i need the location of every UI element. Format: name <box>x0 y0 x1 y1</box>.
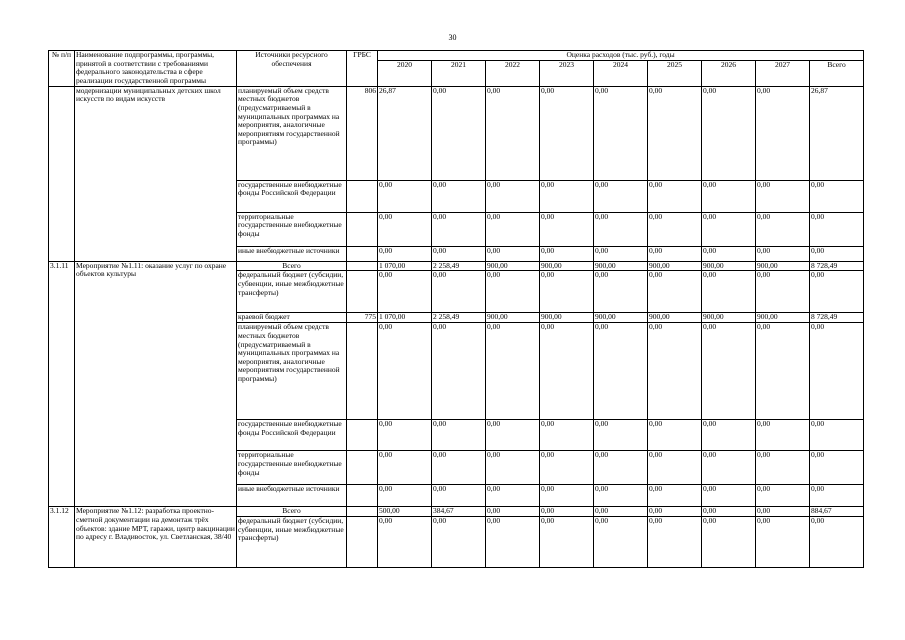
header-sources: Источники ресурсного обеспечения <box>237 51 347 87</box>
row-value: 26,87 <box>378 86 432 180</box>
row-source: иные внебюджетные источники <box>237 485 347 507</box>
row-value: 1 070,00 <box>378 261 432 271</box>
header-num: № п/п <box>49 51 75 87</box>
row-value: 0,00 <box>486 212 540 246</box>
row-value: 0,00 <box>756 212 810 246</box>
row-value: 0,00 <box>594 323 648 420</box>
row-value: 0,00 <box>702 86 756 180</box>
row-value: 0,00 <box>432 180 486 212</box>
row-source: планируемый объем средств местных бюджетов (предусматриваемый в муниципальных программах на мероприятия, аналогичные мероприятиям государственной программы) <box>237 323 347 420</box>
row-value: 0,00 <box>648 516 702 567</box>
row-num: 3.1.12 <box>49 507 75 568</box>
row-value: 0,00 <box>756 420 810 451</box>
row-num: 3.1.11 <box>49 261 75 507</box>
row-value: 0,00 <box>756 246 810 261</box>
row-value: 0,00 <box>648 212 702 246</box>
row-value: 900,00 <box>540 261 594 271</box>
row-value: 0,00 <box>486 420 540 451</box>
row-grbs: 775 <box>347 313 378 323</box>
row-grbs <box>347 507 378 517</box>
row-value: 0,00 <box>486 246 540 261</box>
row-value: 0,00 <box>540 86 594 180</box>
row-value: 0,00 <box>432 212 486 246</box>
row-source: Всего <box>237 507 347 517</box>
row-value: 0,00 <box>594 246 648 261</box>
row-value: 900,00 <box>594 313 648 323</box>
row-value: 0,00 <box>648 86 702 180</box>
row-value: 0,00 <box>756 507 810 517</box>
row-value: 0,00 <box>378 485 432 507</box>
row-value: 0,00 <box>540 246 594 261</box>
row-value: 0,00 <box>702 180 756 212</box>
row-value: 0,00 <box>432 271 486 313</box>
row-value: 0,00 <box>756 451 810 485</box>
row-source: государственные внебюджетные фонды Российской Федерации <box>237 420 347 451</box>
row-value: 0,00 <box>486 485 540 507</box>
table-row <box>49 261 864 271</box>
header-year: 2024 <box>594 60 648 86</box>
row-value: 8 728,49 <box>810 261 864 271</box>
row-grbs <box>347 212 378 246</box>
row-value: 0,00 <box>594 485 648 507</box>
row-value: 0,00 <box>702 212 756 246</box>
row-value: 900,00 <box>702 261 756 271</box>
row-value: 0,00 <box>756 180 810 212</box>
row-value: 0,00 <box>648 246 702 261</box>
row-value: 0,00 <box>540 212 594 246</box>
row-grbs: 806 <box>347 86 378 180</box>
row-grbs <box>347 246 378 261</box>
row-name: Мероприятие №1.11: оказание услуг по охране объектов культуры <box>75 261 237 507</box>
row-value: 0,00 <box>540 420 594 451</box>
row-num <box>49 86 75 261</box>
row-grbs <box>347 323 378 420</box>
row-value: 0,00 <box>810 516 864 567</box>
row-value: 0,00 <box>594 180 648 212</box>
row-value: 0,00 <box>540 323 594 420</box>
row-value: 0,00 <box>378 323 432 420</box>
table-row <box>49 507 864 517</box>
row-value: 900,00 <box>486 313 540 323</box>
row-name: Мероприятие №1.12: разработка проектно-сметной документации на демонтаж трёх объектов: здание МРТ, гаражи, центр вакцинации по адресу г. Владивосток, ул. Светланская, 38/40 <box>75 507 237 568</box>
row-value: 0,00 <box>432 86 486 180</box>
row-source: планируемый объем средств местных бюджетов (предусматриваемый в муниципальных программах на мероприятия, аналогичные мероприятиям государственной программы) <box>237 86 347 180</box>
row-value: 0,00 <box>486 507 540 517</box>
row-value: 0,00 <box>594 420 648 451</box>
row-value: 0,00 <box>810 323 864 420</box>
row-value: 0,00 <box>486 516 540 567</box>
row-value: 0,00 <box>594 507 648 517</box>
header-year: 2025 <box>648 60 702 86</box>
row-value: 0,00 <box>702 485 756 507</box>
row-value: 0,00 <box>702 271 756 313</box>
row-value: 0,00 <box>432 246 486 261</box>
row-value: 2 258,49 <box>432 313 486 323</box>
row-source: иные внебюджетные источники <box>237 246 347 261</box>
row-value: 0,00 <box>486 180 540 212</box>
row-name: модернизации муниципальных детских школ искусств по видам искусств <box>75 86 237 261</box>
row-value: 900,00 <box>702 313 756 323</box>
row-value: 384,67 <box>432 507 486 517</box>
row-value: 0,00 <box>432 451 486 485</box>
row-value: 0,00 <box>540 507 594 517</box>
row-value: 0,00 <box>648 271 702 313</box>
row-value: 0,00 <box>702 246 756 261</box>
row-value: 0,00 <box>702 323 756 420</box>
row-value: 0,00 <box>432 323 486 420</box>
row-value: 0,00 <box>378 271 432 313</box>
row-value: 0,00 <box>702 420 756 451</box>
header-year-total: Всего <box>810 60 864 86</box>
row-value: 0,00 <box>810 485 864 507</box>
row-value: 0,00 <box>648 323 702 420</box>
row-value: 0,00 <box>648 180 702 212</box>
row-value: 8 728,49 <box>810 313 864 323</box>
row-value: 0,00 <box>702 507 756 517</box>
row-value: 500,00 <box>378 507 432 517</box>
row-value: 0,00 <box>810 420 864 451</box>
row-value: 0,00 <box>594 451 648 485</box>
row-value: 0,00 <box>702 516 756 567</box>
row-value: 0,00 <box>756 516 810 567</box>
row-value: 0,00 <box>648 420 702 451</box>
row-value: 0,00 <box>540 451 594 485</box>
row-source: краевой бюджет <box>237 313 347 323</box>
row-value: 0,00 <box>648 507 702 517</box>
row-value: 0,00 <box>540 485 594 507</box>
row-source: федеральный бюджет (субсидии, субвенции, иные межбюджетные трансферты) <box>237 516 347 567</box>
row-value: 1 070,00 <box>378 313 432 323</box>
row-value: 0,00 <box>432 485 486 507</box>
row-grbs <box>347 485 378 507</box>
row-value: 0,00 <box>540 271 594 313</box>
header-name: Наименование подпрограммы, программы, принятой в соответствии с требованиями федерального законодательства в сфере реализации государственной программы <box>75 51 237 87</box>
table-row <box>49 86 864 180</box>
row-value: 0,00 <box>756 485 810 507</box>
row-value: 0,00 <box>702 451 756 485</box>
row-value: 2 258,49 <box>432 261 486 271</box>
row-grbs <box>347 516 378 567</box>
header-year: 2027 <box>756 60 810 86</box>
row-value: 0,00 <box>648 485 702 507</box>
row-value: 0,00 <box>486 323 540 420</box>
row-value: 884,67 <box>810 507 864 517</box>
budget-table <box>48 50 864 568</box>
row-value: 0,00 <box>378 420 432 451</box>
row-value: 900,00 <box>756 261 810 271</box>
row-value: 0,00 <box>810 451 864 485</box>
row-value: 900,00 <box>594 261 648 271</box>
row-value: 0,00 <box>648 451 702 485</box>
row-value: 0,00 <box>432 516 486 567</box>
row-value: 0,00 <box>594 212 648 246</box>
row-value: 0,00 <box>378 180 432 212</box>
row-value: 0,00 <box>378 516 432 567</box>
row-value: 0,00 <box>594 516 648 567</box>
row-value: 0,00 <box>594 86 648 180</box>
header-grbs: ГРБС <box>347 51 378 87</box>
row-source: территориальные государственные внебюджетные фонды <box>237 212 347 246</box>
row-value: 0,00 <box>810 180 864 212</box>
row-value: 0,00 <box>810 271 864 313</box>
row-grbs <box>347 420 378 451</box>
row-source: государственные внебюджетные фонды Российской Федерации <box>237 180 347 212</box>
row-value: 0,00 <box>810 212 864 246</box>
row-value: 900,00 <box>648 313 702 323</box>
row-grbs <box>347 261 378 271</box>
row-value: 0,00 <box>486 451 540 485</box>
row-value: 900,00 <box>540 313 594 323</box>
row-value: 0,00 <box>540 516 594 567</box>
row-source: федеральный бюджет (субсидии, субвенции, иные межбюджетные трансферты) <box>237 271 347 313</box>
row-value: 0,00 <box>756 323 810 420</box>
header-year: 2023 <box>540 60 594 86</box>
header-year: 2026 <box>702 60 756 86</box>
row-value: 900,00 <box>648 261 702 271</box>
header-year: 2021 <box>432 60 486 86</box>
row-value: 900,00 <box>756 313 810 323</box>
row-value: 0,00 <box>486 86 540 180</box>
header-year: 2020 <box>378 60 432 86</box>
row-value: 0,00 <box>756 271 810 313</box>
row-source: Всего <box>237 261 347 271</box>
row-value: 900,00 <box>486 261 540 271</box>
row-source: территориальные государственные внебюджетные фонды <box>237 451 347 485</box>
row-value: 0,00 <box>486 271 540 313</box>
row-grbs <box>347 180 378 212</box>
row-grbs <box>347 451 378 485</box>
row-value: 0,00 <box>378 212 432 246</box>
row-value: 0,00 <box>378 451 432 485</box>
header-year: 2022 <box>486 60 540 86</box>
row-value: 0,00 <box>810 246 864 261</box>
header-estimate: Оценка расходов (тыс. руб.), годы <box>378 51 864 61</box>
page-number: 30 <box>448 33 457 42</box>
row-value: 0,00 <box>756 86 810 180</box>
row-value: 0,00 <box>540 180 594 212</box>
row-value: 26,87 <box>810 86 864 180</box>
row-value: 0,00 <box>594 271 648 313</box>
row-grbs <box>347 271 378 313</box>
row-value: 0,00 <box>378 246 432 261</box>
row-value: 0,00 <box>432 420 486 451</box>
